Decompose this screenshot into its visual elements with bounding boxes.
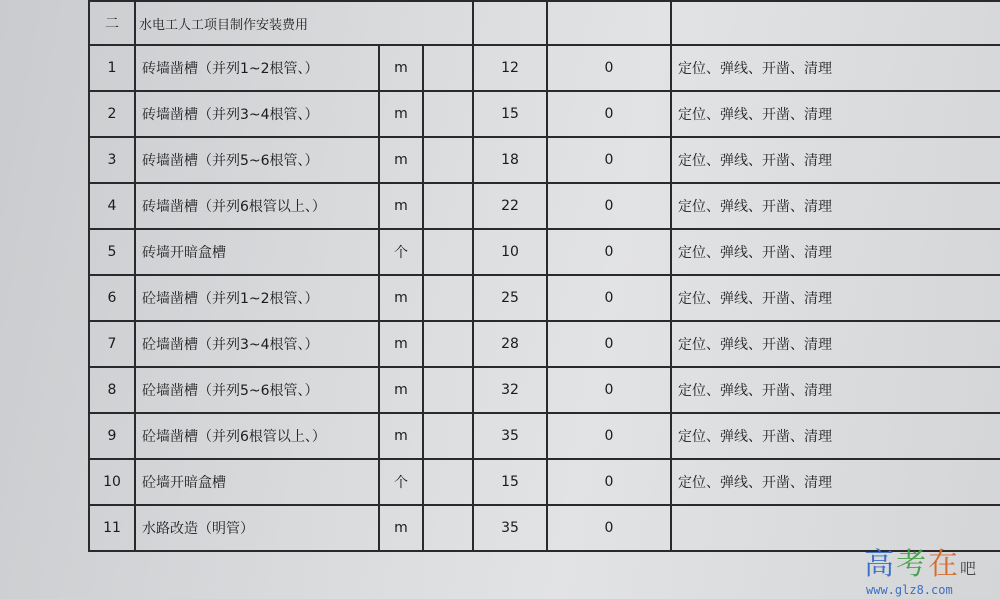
empty-cell	[423, 91, 473, 137]
quantity: 0	[547, 91, 671, 137]
unit: m	[379, 367, 423, 413]
table-row	[89, 321, 1000, 367]
empty-cell	[423, 275, 473, 321]
work-description: 定位、弹线、开凿、清理	[671, 137, 1000, 183]
watermark-char: 吧	[960, 559, 979, 578]
item-name: 砼墙凿槽（并列6根管以上、）	[135, 413, 379, 459]
cost-table	[88, 0, 1000, 552]
empty-cell	[423, 183, 473, 229]
work-description: 定位、弹线、开凿、清理	[671, 413, 1000, 459]
table-row	[89, 275, 1000, 321]
item-name: 砼墙凿槽（并列5~6根管、）	[135, 367, 379, 413]
unit-price: 10	[473, 229, 547, 275]
watermark-char: 在	[928, 547, 960, 582]
row-number: 1	[89, 45, 135, 91]
unit: 个	[379, 229, 423, 275]
work-description: 定位、弹线、开凿、清理	[671, 321, 1000, 367]
empty-cell	[423, 137, 473, 183]
watermark-logo	[864, 539, 978, 583]
watermark-char: 考	[896, 547, 928, 582]
row-number: 9	[89, 413, 135, 459]
empty-cell	[473, 1, 547, 45]
table-row	[89, 183, 1000, 229]
quantity: 0	[547, 229, 671, 275]
unit: 个	[379, 459, 423, 505]
section-title: 水电工人工项目制作安装费用	[135, 1, 473, 45]
table-row	[89, 459, 1000, 505]
watermark-url: www.glz8.com	[866, 583, 953, 597]
empty-cell	[423, 505, 473, 551]
unit: m	[379, 137, 423, 183]
row-number: 3	[89, 137, 135, 183]
quantity: 0	[547, 459, 671, 505]
row-number: 7	[89, 321, 135, 367]
table-row	[89, 91, 1000, 137]
item-name: 砖墙开暗盒槽	[135, 229, 379, 275]
empty-cell	[423, 367, 473, 413]
quantity: 0	[547, 183, 671, 229]
item-name: 砖墙凿槽（并列6根管以上、）	[135, 183, 379, 229]
watermark-char: 高	[864, 547, 896, 582]
work-description: 定位、弹线、开凿、清理	[671, 229, 1000, 275]
unit-price: 15	[473, 459, 547, 505]
item-name: 砼墙凿槽（并列1~2根管、）	[135, 275, 379, 321]
item-name: 砼墙凿槽（并列3~4根管、）	[135, 321, 379, 367]
item-name: 砖墙凿槽（并列5~6根管、）	[135, 137, 379, 183]
row-number: 11	[89, 505, 135, 551]
site-watermark	[860, 539, 990, 597]
work-description: 定位、弹线、开凿、清理	[671, 45, 1000, 91]
item-name: 水路改造（明管）	[135, 505, 379, 551]
unit-price: 32	[473, 367, 547, 413]
quantity: 0	[547, 275, 671, 321]
table-row	[89, 137, 1000, 183]
item-name: 砼墙开暗盒槽	[135, 459, 379, 505]
empty-cell	[671, 1, 1000, 45]
unit: m	[379, 413, 423, 459]
row-number: 10	[89, 459, 135, 505]
empty-cell	[547, 1, 671, 45]
unit: m	[379, 183, 423, 229]
empty-cell	[423, 413, 473, 459]
unit: m	[379, 321, 423, 367]
unit-price: 28	[473, 321, 547, 367]
row-number: 6	[89, 275, 135, 321]
row-number: 4	[89, 183, 135, 229]
quantity: 0	[547, 321, 671, 367]
unit-price: 18	[473, 137, 547, 183]
quantity: 0	[547, 367, 671, 413]
empty-cell	[423, 321, 473, 367]
empty-cell	[423, 45, 473, 91]
table-row	[89, 413, 1000, 459]
unit: m	[379, 505, 423, 551]
table-row	[89, 45, 1000, 91]
empty-cell	[423, 229, 473, 275]
quantity: 0	[547, 45, 671, 91]
item-name: 砖墙凿槽（并列3~4根管、）	[135, 91, 379, 137]
unit: m	[379, 91, 423, 137]
row-number: 8	[89, 367, 135, 413]
work-description: 定位、弹线、开凿、清理	[671, 459, 1000, 505]
work-description: 定位、弹线、开凿、清理	[671, 275, 1000, 321]
unit-price: 35	[473, 505, 547, 551]
section-number: 二	[89, 1, 135, 45]
section-header-row	[89, 1, 1000, 45]
work-description: 定位、弹线、开凿、清理	[671, 183, 1000, 229]
table-row	[89, 367, 1000, 413]
work-description: 定位、弹线、开凿、清理	[671, 367, 1000, 413]
empty-cell	[423, 459, 473, 505]
unit-price: 25	[473, 275, 547, 321]
unit-price: 15	[473, 91, 547, 137]
unit-price: 35	[473, 413, 547, 459]
unit: m	[379, 275, 423, 321]
quantity: 0	[547, 413, 671, 459]
table-row	[89, 229, 1000, 275]
work-description: 定位、弹线、开凿、清理	[671, 91, 1000, 137]
unit-price: 12	[473, 45, 547, 91]
item-name: 砖墙凿槽（并列1~2根管、）	[135, 45, 379, 91]
unit-price: 22	[473, 183, 547, 229]
quantity: 0	[547, 137, 671, 183]
row-number: 2	[89, 91, 135, 137]
unit: m	[379, 45, 423, 91]
row-number: 5	[89, 229, 135, 275]
quantity: 0	[547, 505, 671, 551]
